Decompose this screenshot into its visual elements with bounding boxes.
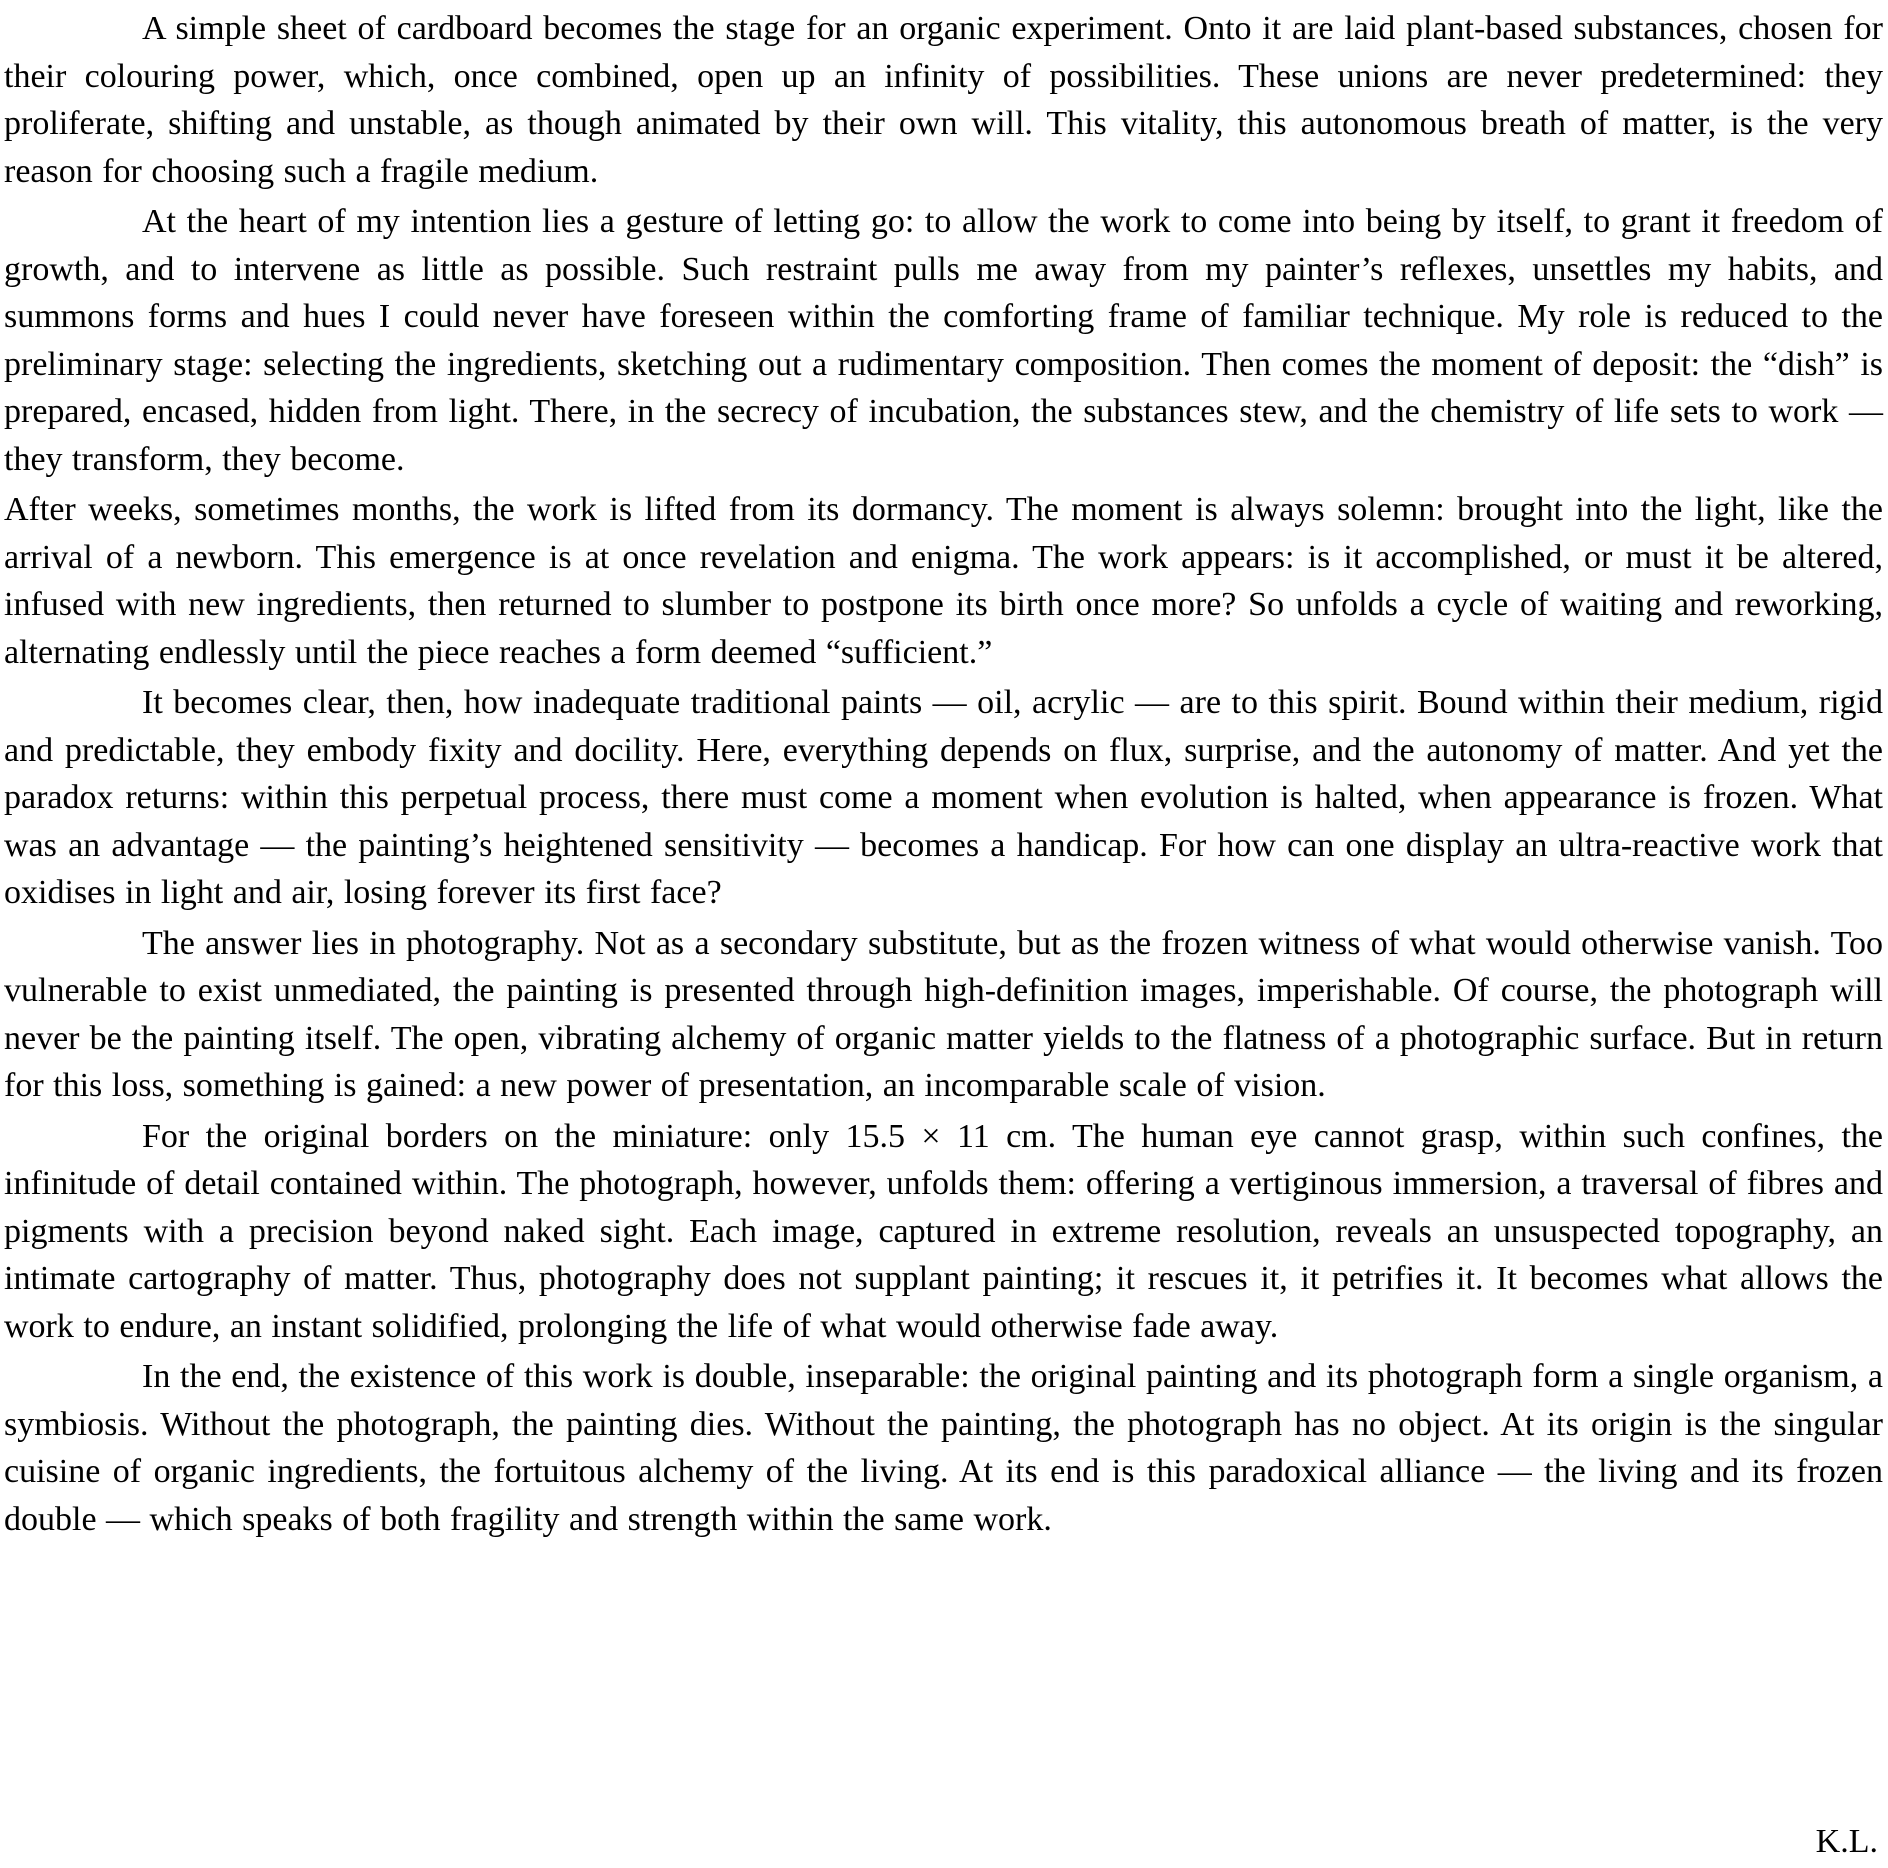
- essay-paragraph-1: A simple sheet of cardboard becomes the stage for an organic experiment. Onto it are laid plant-based substances, chosen for their colouring power, which, once combined, open up an infinity of possibilities. These unions are never predetermined: they proliferate, shifting and unstable, as though animated by their own will. This vitality, this autonomous breath of matter, is the very reason for choosing such a fragile medium.: [4, 10, 1883, 190]
- essay-paragraph-3: After weeks, sometimes months, the work is lifted from its dormancy. The moment is always solemn: brought into the light, like the arrival of a newborn. This emergence is at once revelation and enigma. The work appears: is it accomplished, or must it be altered, infused with new ingredients, then returned to slumber to postpone its birth once more? So unfolds a cycle of waiting and reworking, alternating endlessly until the piece reaches a form deemed “sufficient.”: [4, 491, 1883, 671]
- signature-initials: K.L.: [1815, 1823, 1878, 1860]
- essay-paragraph-6: For the original borders on the miniature: only 15.5 × 11 cm. The human eye cannot grasp, within such confines, the infinitude of detail contained within. The photograph, however, unfolds them: offering a vertiginous immersion, a traversal of fibres and pigments with a precision beyond naked sight. Each image, captured in extreme resolution, reveals an unsuspected topography, an intimate cartography of matter. Thus, photography does not supplant painting; it rescues it, it petrifies it. It becomes what allows the work to endure, an instant solidified, prolonging the life of what would otherwise fade away.: [4, 1117, 1883, 1345]
- essay-paragraph-5: The answer lies in photography. Not as a secondary substitute, but as the frozen witness of what would otherwise vanish. Too vulnerable to exist unmediated, the painting is presented through high-definition images, imperishable. Of course, the photograph will never be the painting itself. The open, vibrating alchemy of organic matter yields to the flatness of a photographic surface. But in return for this loss, something is gained: a new power of presentation, an incomparable scale of vision.: [4, 924, 1883, 1104]
- essay-paragraph-4: It becomes clear, then, how inadequate traditional paints — oil, acrylic — are to this spirit. Bound within their medium, rigid and predictable, they embody fixity and docility. Here, everything depends on flux, surprise, and the autonomy of matter. And yet the paradox returns: within this perpetual process, there must come a moment when evolution is halted, when appearance is frozen. What was an advantage — the painting’s heightened sensitivity — becomes a handicap. For how can one display an ultra-reactive work that oxidises in light and air, losing forever its first face?: [4, 684, 1883, 911]
- essay-paragraph-2: At the heart of my intention lies a gesture of letting go: to allow the work to come into being by itself, to grant it freedom of growth, and to intervene as little as possible. Such restraint pulls me away from my painter’s reflexes, unsettles my habits, and summons forms and hues I could never have foreseen within the comforting frame of familiar technique. My role is reduced to the preliminary stage: selecting the ingredients, sketching out a rudimentary composition. Then comes the moment of deposit: the “dish” is prepared, encased, hidden from light. There, in the secrecy of incubation, the substances stew, and the chemistry of life sets to work — they transform, they become.: [4, 203, 1883, 478]
- essay-paragraph-7: In the end, the existence of this work is double, inseparable: the original painting and its photograph form a single organism, a symbiosis. Without the photograph, the painting dies. Without the painting, the photograph has no object. At its origin is the singular cuisine of organic ingredients, the fortuitous alchemy of the living. At its end is this paradoxical alliance — the living and its frozen double — which speaks of both fragility and strength within the same work.: [4, 1358, 1883, 1538]
